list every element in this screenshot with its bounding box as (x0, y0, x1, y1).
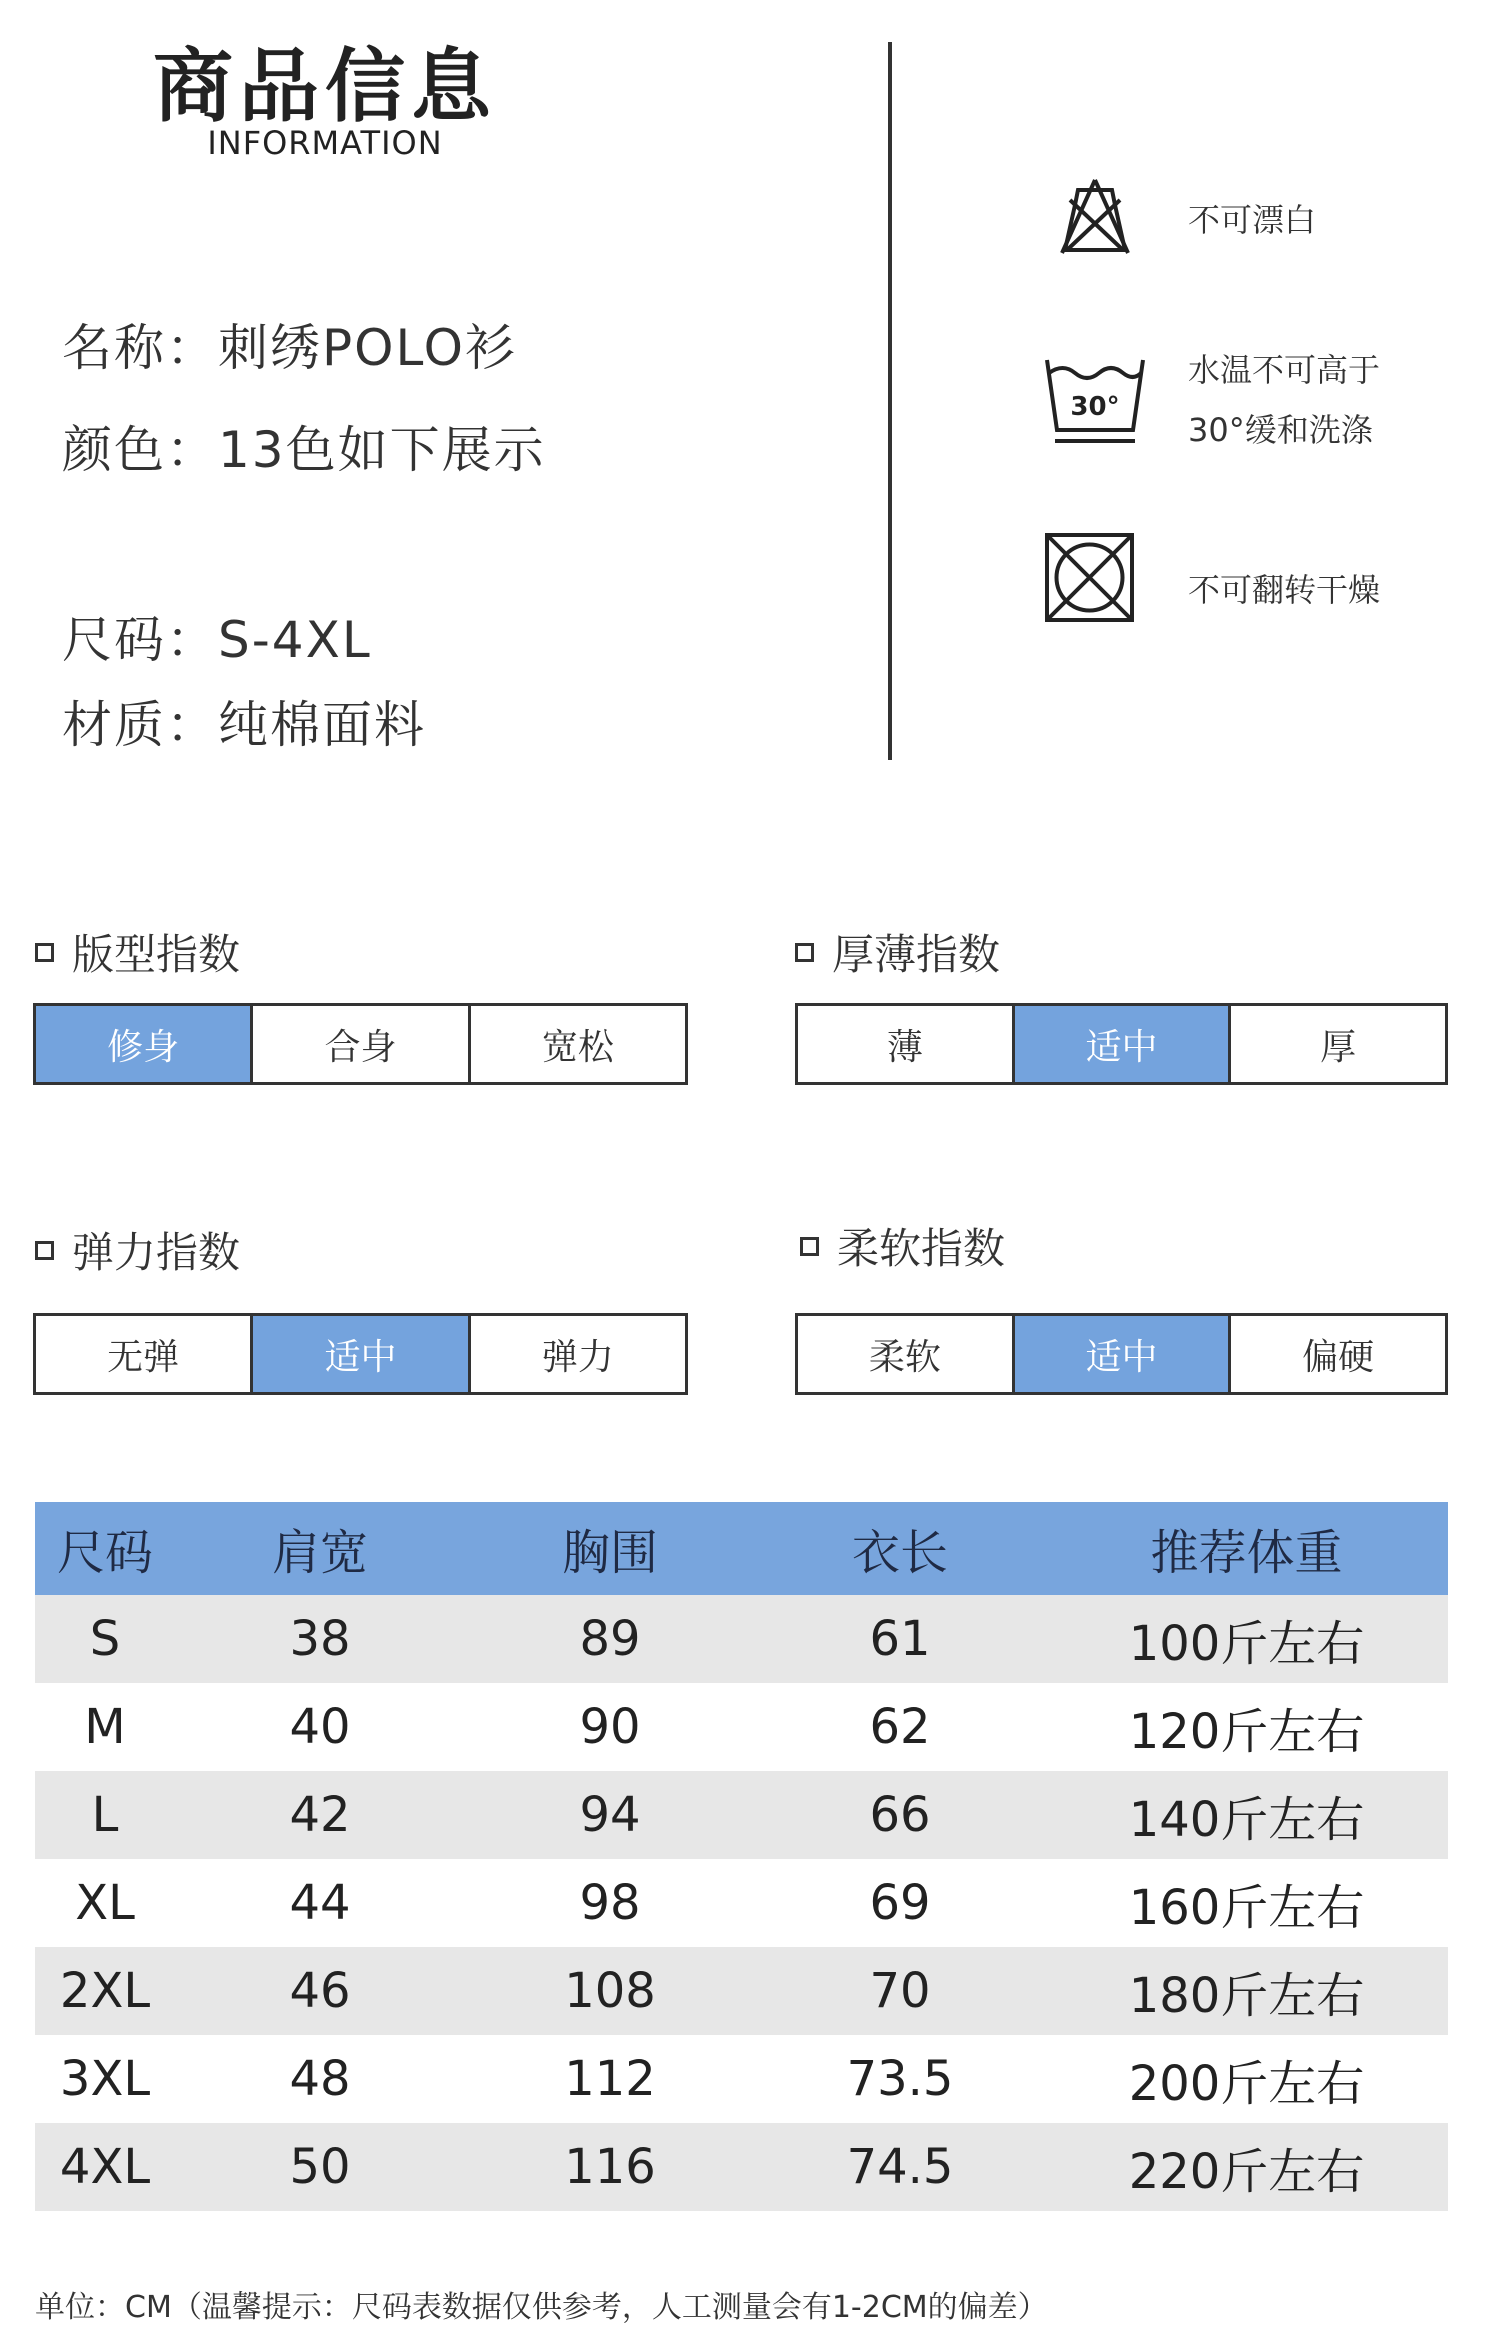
size-note: 单位：CM（温馨提示：尺码表数据仅供参考，人工测量会有1-2CM的偏差） (35, 2290, 1048, 2325)
section-title-text: 版型指数 (72, 930, 241, 979)
option-thin: 薄 (798, 1006, 1015, 1082)
scale-softness (795, 1313, 1448, 1395)
table-cell: 2XL (59, 1963, 151, 2019)
care-text-no-bleach (1188, 190, 1316, 250)
option-stiff: 偏硬 (1302, 1336, 1375, 1378)
care-line: 不可翻转干燥 (1188, 571, 1381, 609)
table-cell: 42 (289, 1787, 351, 1843)
section-title-text: 弹力指数 (72, 1228, 241, 1277)
table-header-cell: 推荐体重 (1150, 1525, 1343, 1581)
info-value: 13色如下展示 (218, 421, 546, 479)
table-cell: 98 (579, 1875, 641, 1931)
option-fit-loose: 宽松 (541, 1026, 614, 1068)
section-title-text: 厚薄指数 (832, 930, 1001, 979)
table-cell: 90 (579, 1699, 641, 1755)
no-tumble-dry-icon (1035, 525, 1165, 635)
bullet-square-icon (800, 1237, 819, 1256)
table-cell: 38 (289, 1611, 351, 1667)
care-text-no-tumble (1188, 560, 1380, 620)
table-cell: 48 (289, 2051, 351, 2107)
bullet-square-icon (35, 1241, 54, 1260)
table-row (35, 1771, 1448, 1859)
option-thickness-medium: 适中 (1015, 1006, 1232, 1082)
option-softness-medium: 适中 (1015, 1316, 1232, 1392)
page-title: 商品信息 (153, 40, 497, 133)
option-no-stretch: 无弹 (36, 1316, 253, 1392)
table-cell: 160斤左右 (1128, 1879, 1365, 1936)
table-cell: 180斤左右 (1128, 1967, 1365, 2024)
table-row (35, 2123, 1448, 2211)
option-fit-regular: 合身 (253, 1006, 470, 1082)
table-cell: 61 (869, 1611, 931, 1667)
table-cell: 46 (289, 1963, 351, 2019)
info-label: 材质： (62, 696, 218, 754)
section-title-thickness (795, 922, 1000, 982)
table-row (35, 1947, 1448, 2035)
table-cell: M (84, 1699, 126, 1755)
table-cell: 74.5 (846, 2139, 954, 2195)
table-cell: 112 (564, 2051, 656, 2107)
option-fit-slim: 修身 (36, 1006, 253, 1082)
table-cell: 116 (564, 2139, 656, 2195)
svg-text:30°: 30° (1070, 392, 1120, 422)
table-header-row (35, 1502, 1448, 1595)
care-line: 不可漂白 (1188, 201, 1317, 239)
table-cell: 100斤左右 (1128, 1615, 1365, 1672)
info-color (62, 410, 546, 482)
section-title-elasticity (35, 1220, 240, 1280)
table-cell: 44 (289, 1875, 351, 1931)
table-cell: 220斤左右 (1128, 2143, 1365, 2200)
info-value: S-4XL (218, 611, 372, 669)
info-label: 尺码： (62, 611, 218, 669)
scale-thickness (795, 1003, 1448, 1085)
no-bleach-icon (1035, 165, 1165, 275)
care-line: 水温不可高于 (1188, 351, 1381, 389)
section-title-text: 柔软指数 (837, 1224, 1006, 1273)
section-title-softness (800, 1216, 1005, 1276)
table-cell: 89 (579, 1611, 641, 1667)
info-material (62, 685, 426, 757)
info-size (62, 600, 372, 672)
table-row (35, 1683, 1448, 1771)
table-header-cell: 胸围 (561, 1525, 658, 1581)
table-cell: 69 (869, 1875, 931, 1931)
table-cell: 73.5 (846, 2051, 954, 2107)
table-cell: 4XL (59, 2139, 151, 2195)
table-cell: 62 (869, 1699, 931, 1755)
table-header-cell: 尺码 (56, 1525, 153, 1581)
option-thick: 厚 (1320, 1026, 1357, 1068)
bullet-square-icon (35, 943, 54, 962)
table-cell: 108 (564, 1963, 656, 2019)
table-cell: 140斤左右 (1128, 1791, 1365, 1848)
info-value: 刺绣POLO衫 (218, 319, 517, 377)
size-table (35, 1502, 1448, 2211)
wash-30-icon (1035, 345, 1165, 455)
option-elasticity-medium: 适中 (253, 1316, 470, 1392)
table-cell: 50 (289, 2139, 351, 2195)
option-stretch: 弹力 (541, 1336, 614, 1378)
table-cell: L (91, 1787, 119, 1843)
info-name (62, 308, 517, 380)
info-label: 名称： (62, 319, 218, 377)
info-label: 颜色： (62, 421, 218, 479)
table-row (35, 1859, 1448, 1947)
care-line: 30°缓和洗涤 (1188, 411, 1373, 449)
table-cell: 3XL (59, 2051, 151, 2107)
table-cell: S (89, 1611, 121, 1667)
table-row (35, 2035, 1448, 2123)
page-subtitle: INFORMATION (207, 124, 443, 162)
table-cell: 40 (289, 1699, 351, 1755)
scale-fit (33, 1003, 688, 1085)
table-header-cell: 衣长 (851, 1525, 948, 1581)
table-cell: 66 (869, 1787, 931, 1843)
table-cell: 94 (579, 1787, 641, 1843)
table-cell: 120斤左右 (1128, 1703, 1365, 1760)
table-header-cell: 肩宽 (271, 1525, 368, 1581)
vertical-divider (888, 42, 892, 760)
table-cell: 200斤左右 (1128, 2055, 1365, 2112)
table-cell: XL (75, 1875, 135, 1931)
info-value: 纯棉面料 (218, 696, 426, 754)
bullet-square-icon (795, 943, 814, 962)
table-cell: 70 (869, 1963, 931, 2019)
care-text-wash (1188, 340, 1380, 460)
scale-elasticity (33, 1313, 688, 1395)
table-row (35, 1595, 1448, 1683)
section-title-fit (35, 922, 240, 982)
option-soft: 柔软 (798, 1316, 1015, 1392)
